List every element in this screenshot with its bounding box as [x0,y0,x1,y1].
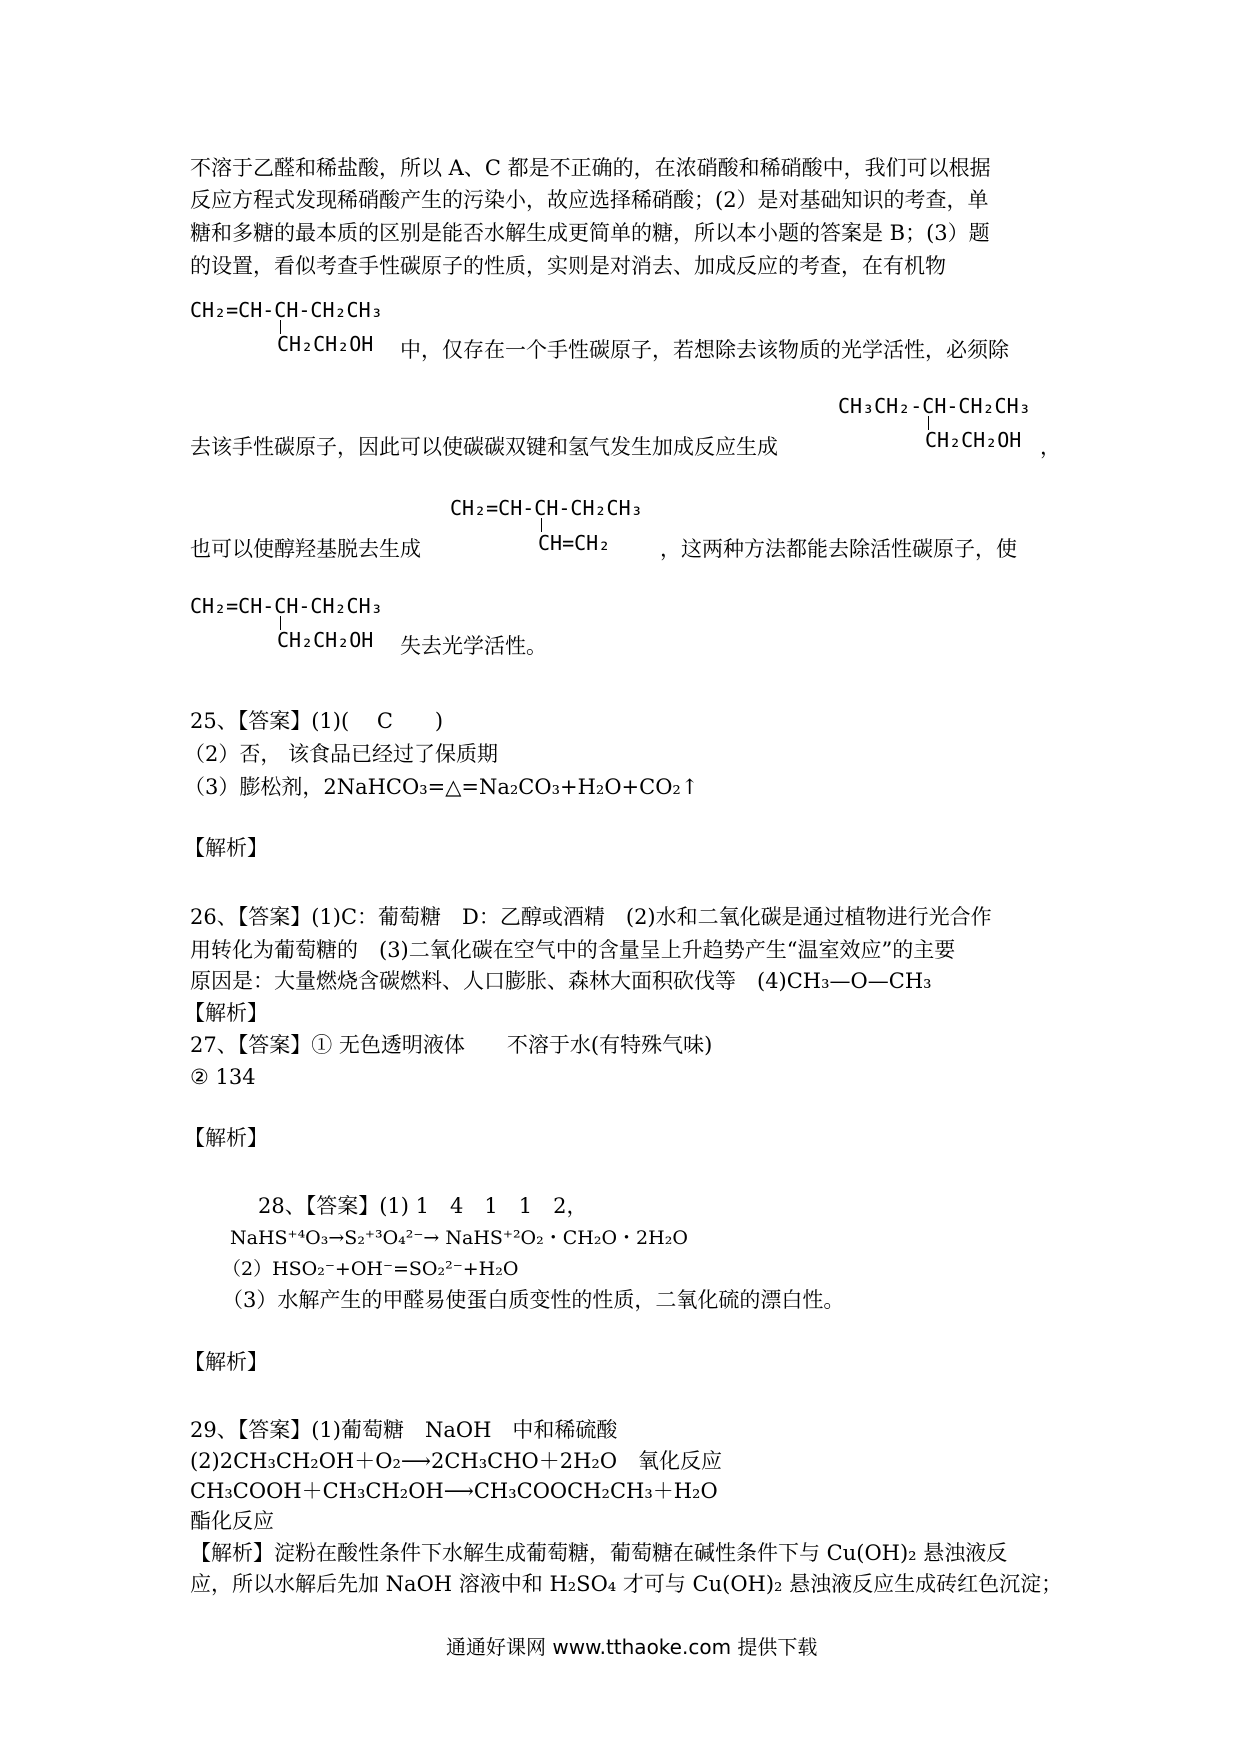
paragraph-line: 不溶于乙醛和稀盐酸，所以 A、C 都是不正确的，在浓硝酸和稀硝酸中，我们可以根据 [190,156,991,180]
paragraph-text: 失去光学活性。 [400,634,547,658]
q25-answer: 25、【答案】(1)( C ) [190,709,444,733]
paragraph-line: 的设置，看似考查手性碳原子的性质，实则是对消去、加成反应的考查，在有机物 [190,254,946,278]
q25-line: （2）否， 该食品已经过了保质期 [184,742,499,766]
formula-branch: CH=CH₂ [538,531,611,555]
comma: ， [1040,435,1061,459]
q25-analysis: 【解析】 [184,836,268,860]
paragraph-text: 也可以使醇羟基脱去生成 [190,537,421,561]
formula-main-chain: CH₂=CH-CH-CH₂CH₃ [450,496,643,520]
paragraph-line: 糖和多糖的最本质的区别是能否水解生成更简单的糖，所以本小题的答案是 B；(3）题 [190,221,990,245]
formula-bond [541,518,542,532]
q27-analysis: 【解析】 [184,1126,268,1150]
q29-analysis: 应，所以水解后先加 NaOH 溶液中和 H₂SO₄ 才可与 Cu(OH)₂ 悬浊液反应生成砖红色沉淀； [190,1572,1063,1596]
q28-answer: 28、【答案】(1) 1 4 1 1 2， [258,1194,588,1218]
formula-main-chain: CH₃CH₂-CH-CH₂CH₃ [838,394,1031,418]
paragraph-line: 反应方程式发现稀硝酸产生的污染小，故应选择稀硝酸；(2）是对基础知识的考查，单 [190,188,989,212]
q29-line: CH₃COOH＋CH₃CH₂OH⟶CH₃COOCH₂CH₃＋H₂O [190,1479,718,1503]
formula-branch: CH₂CH₂OH [925,428,1022,452]
q28-line: （2）HSO₂⁻+OH⁻=SO₂²⁻+H₂O [222,1258,519,1280]
q29-line: 酯化反应 [190,1509,274,1533]
q27-answer: 27、【答案】① 无色透明液体 不溶于水(有特殊气味) [190,1033,713,1057]
paragraph-text: 去该手性碳原子，因此可以使碳碳双键和氢气发生加成反应生成 [190,435,778,459]
q25-line: （3）膨松剂，2NaHCO₃=△=Na₂CO₃+H₂O+CO₂↑ [184,775,699,799]
formula-main-chain: CH₂=CH-CH-CH₂CH₃ [190,594,383,618]
formula-branch: CH₂CH₂OH [277,628,374,652]
q26-analysis: 【解析】 [184,1001,268,1025]
q26-line: 26、【答案】(1)C：葡萄糖 D：乙醇或酒精 (2)水和二氧化碳是通过植物进行光合作 [190,905,992,929]
paragraph-text: ，这两种方法都能去除活性碳原子，使 [660,537,1017,561]
q28-line: （3）水解产生的甲醛易使蛋白质变性的性质，二氧化硫的漂白性。 [222,1288,845,1312]
q28-line: NaHS⁺⁴O₃→S₂⁺³O₄²⁻→ NaHS⁺²O₂・CH₂O・2H₂O [230,1227,688,1249]
footer-text: 通通好课网 www.tthaoke.com 提供下载 [446,1635,818,1659]
q27-line: ② 134 [190,1065,256,1089]
q28-analysis: 【解析】 [184,1350,268,1374]
formula-branch: CH₂CH₂OH [277,332,374,356]
paragraph-text: 中，仅存在一个手性碳原子，若想除去该物质的光学活性，必须除 [400,338,1009,362]
q29-analysis: 【解析】淀粉在酸性条件下水解生成葡萄糖，葡萄糖在碱性条件下与 Cu(OH)₂ 悬浊液反 [190,1541,1008,1565]
formula-main-chain: CH₂=CH-CH-CH₂CH₃ [190,298,383,322]
q29-answer: 29、【答案】(1)葡萄糖 NaOH 中和稀硫酸 [190,1418,618,1442]
q26-line: 用转化为葡萄糖的 (3)二氧化碳在空气中的含量呈上升趋势产生“温室效应”的主要 [190,938,956,962]
q29-line: (2)2CH₃CH₂OH＋O₂⟶2CH₃CHO＋2H₂O 氧化反应 [190,1449,723,1473]
q26-line: 原因是：大量燃烧含碳燃料、人口膨胀、森林大面积砍伐等 (4)CH₃—O—CH₃ [190,969,932,993]
